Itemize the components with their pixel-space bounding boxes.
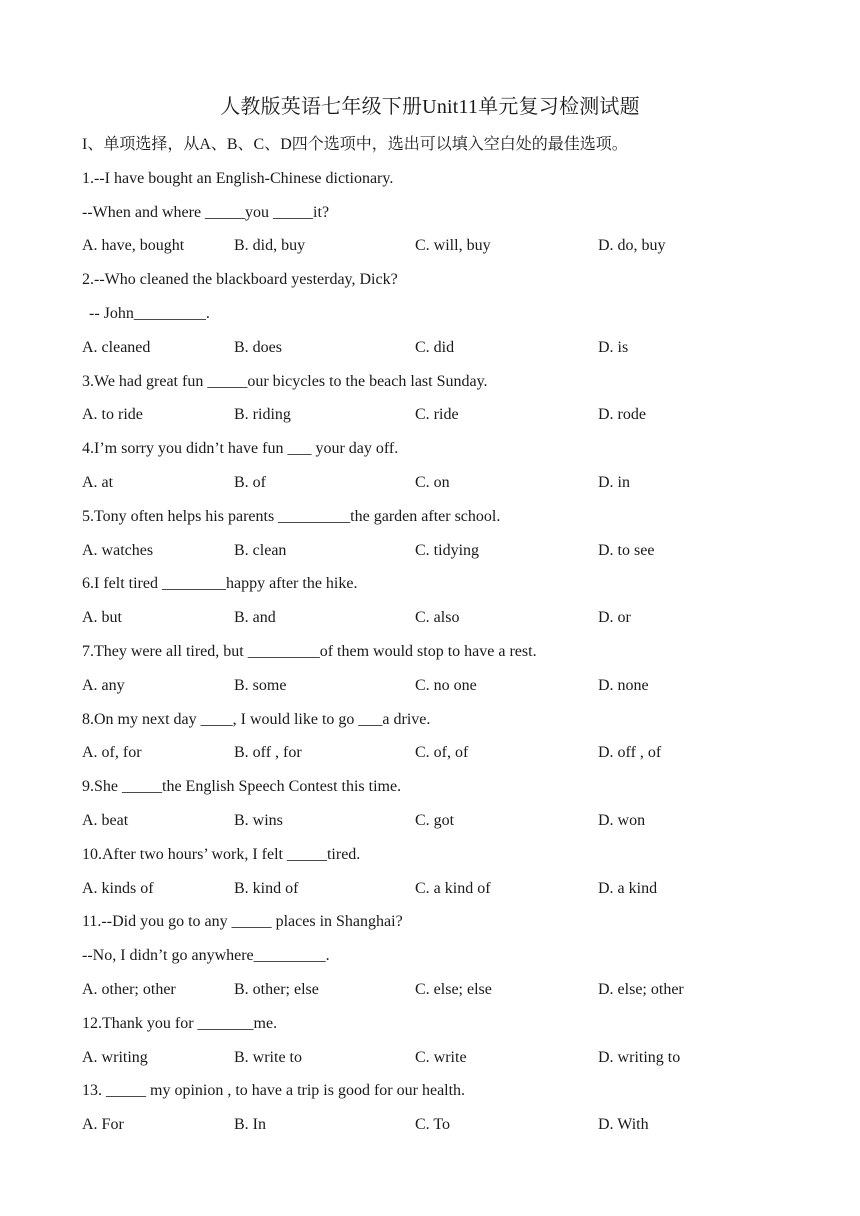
answer-options-row [82,605,782,639]
option-d: D. is [598,338,629,356]
option-a: A. writing [82,1048,148,1066]
option-b: B. did, buy [234,237,306,255]
option-b: B. In [234,1116,266,1134]
option-a: A. to ride [82,406,143,424]
question-stem: 7.They were all tired, but _________of them would stop to have a rest. [82,642,537,660]
option-c: C. ride [415,406,459,424]
question-stem: 5.Tony often helps his parents _________the garden after school. [82,507,501,525]
option-b: B. some [234,676,287,694]
option-a: A. For [82,1116,124,1134]
option-d: D. won [598,811,646,829]
question-list [82,132,782,1146]
option-d: D. to see [598,541,655,559]
answer-options-row [82,673,782,707]
option-c: C. also [415,609,460,627]
option-d: D. do, buy [598,237,666,255]
option-a: A. other; other [82,980,176,998]
answer-options-row [82,470,782,504]
option-b: B. riding [234,406,291,424]
option-d: D. else; other [598,980,684,998]
question-stem: 12.Thank you for _______me. [82,1014,278,1032]
option-a: A. of, for [82,744,142,762]
option-b: B. off , for [234,744,302,762]
option-a: A. kinds of [82,879,154,897]
option-d: D. rode [598,406,646,424]
option-d: D. off , of [598,744,662,762]
option-b: B. write to [234,1048,302,1066]
question-stem: 3.We had great fun _____our bicycles to the beach last Sunday. [82,372,488,390]
option-b: B. clean [234,541,287,559]
question-stem: 13. _____ my opinion , to have a trip is good for our health. [82,1082,466,1100]
option-c: C. will, buy [415,237,491,255]
question-stem: 1.--I have bought an English-Chinese dictionary. [82,169,394,187]
section-heading: I、单项选择，从A、B、C、D四个选项中，选出可以填入空白处的最佳选项。 [82,136,628,153]
option-c: C. on [415,473,450,491]
option-c: C. To [415,1116,451,1134]
option-c: C. tidying [415,541,480,559]
option-c: C. did [415,338,455,356]
option-a: A. beat [82,811,129,829]
question-stem: 2.--Who cleaned the blackboard yesterday, Dick? [82,271,398,289]
option-c: C. got [415,811,455,829]
answer-options-row [82,740,782,774]
option-c: C. write [415,1048,467,1066]
option-d: D. in [598,473,630,491]
option-b: B. kind of [234,879,299,897]
question-stem: 10.After two hours’ work, I felt _____tired. [82,845,361,863]
option-b: B. other; else [234,980,319,998]
option-a: A. but [82,609,122,627]
option-d: D. a kind [598,879,658,897]
question-stem: 11.--Did you go to any _____ places in Shanghai? [82,913,403,931]
question-stem: 6.I felt tired ________happy after the hike. [82,575,358,593]
question-dialogue-line: -- John_________. [89,304,210,322]
option-b: B. wins [234,811,283,829]
answer-options-row [82,876,782,910]
answer-options-row [82,1045,782,1079]
option-a: A. cleaned [82,338,151,356]
option-d: D. writing to [598,1048,681,1066]
option-a: A. any [82,676,125,694]
option-a: A. have, bought [82,237,185,255]
option-d: D. or [598,609,631,627]
option-a: A. at [82,473,114,491]
answer-options-row [82,402,782,436]
question-stem: 4.I’m sorry you didn’t have fun ___ your day off. [82,440,399,458]
answer-options-row [82,538,782,572]
option-c: C. a kind of [415,879,491,897]
option-b: B. does [234,338,282,356]
answer-options-row [82,808,782,842]
option-c: C. of, of [415,744,469,762]
option-d: D. none [598,676,649,694]
option-d: D. With [598,1116,649,1134]
document-title: 人教版英语七年级下册Unit11单元复习检测试题 [220,96,640,118]
option-b: B. and [234,609,276,627]
question-stem: 8.On my next day ____, I would like to go ___a drive. [82,710,431,728]
option-a: A. watches [82,541,154,559]
option-b: B. of [234,473,266,491]
answer-options-row [82,335,782,369]
question-stem: 9.She _____the English Speech Contest this time. [82,778,402,796]
answer-options-row [82,233,782,267]
option-c: C. else; else [415,980,492,998]
answer-options-row [82,977,782,1011]
question-dialogue-line: --No, I didn’t go anywhere_________. [82,947,330,965]
question-dialogue-line: --When and where _____you _____it? [82,203,330,221]
answer-options-row [82,1112,782,1146]
option-c: C. no one [415,676,477,694]
